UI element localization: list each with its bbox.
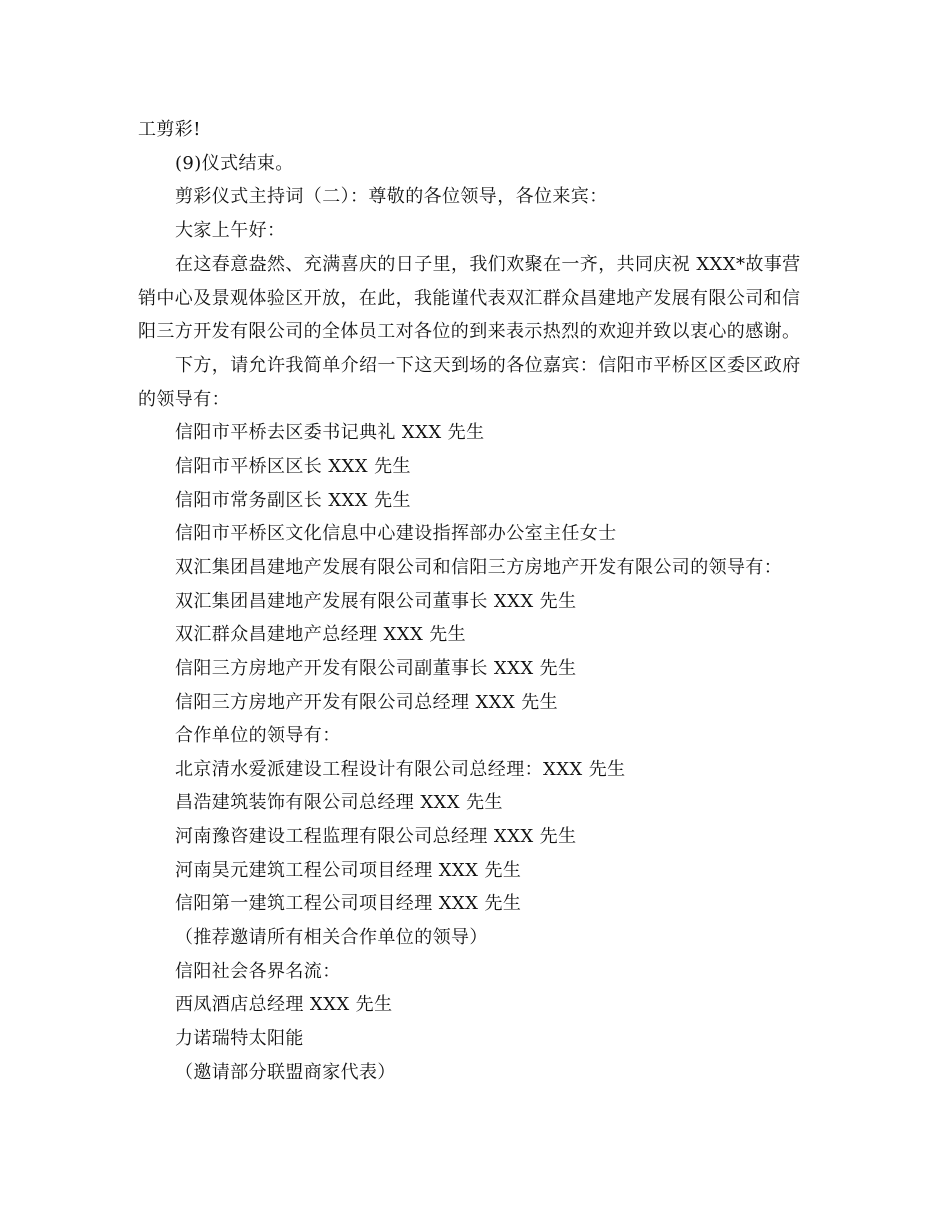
text-line: 下方，请允许我简单介绍一下这天到场的各位嘉宾：信阳市平桥区区委区政府	[175, 355, 801, 376]
text-line: 阳三方开发有限公司的全体员工对各位的到来表示热烈的欢迎并致以衷心的感谢。	[138, 321, 801, 342]
text-line: 河南昊元建筑工程公司项目经理 XXX 先生	[175, 860, 522, 881]
text-line: 信阳市平桥区区长 XXX 先生	[175, 456, 411, 477]
text-line: 昌浩建筑装饰有限公司总经理 XXX 先生	[175, 792, 503, 813]
text-line: 信阳市平桥区文化信息中心建设指挥部办公室主任女士	[175, 523, 617, 544]
text-line: 销中心及景观体验区开放，在此，我能谨代表双汇群众昌建地产发展有限公司和信	[138, 288, 801, 309]
text-line: 双汇集团昌建地产发展有限公司和信阳三方房地产开发有限公司的领导有：	[175, 557, 783, 578]
text-line: 大家上午好：	[175, 220, 286, 241]
text-line: 双汇集团昌建地产发展有限公司董事长 XXX 先生	[175, 591, 577, 612]
text-line: 河南豫咨建设工程监理有限公司总经理 XXX 先生	[175, 826, 577, 847]
text-line: (9)仪式结束。	[175, 153, 294, 174]
text-line: 合作单位的领导有：	[175, 725, 341, 746]
text-line: 信阳市常务副区长 XXX 先生	[175, 490, 411, 511]
text-line: 信阳社会各界名流：	[175, 961, 341, 982]
text-line: 信阳三方房地产开发有限公司总经理 XXX 先生	[175, 692, 559, 713]
text-line: 工剪彩!	[138, 119, 201, 140]
text-line: 信阳三方房地产开发有限公司副董事长 XXX 先生	[175, 658, 577, 679]
text-line: 剪彩仪式主持词（二）：尊敬的各位领导，各位来宾：	[175, 186, 608, 207]
text-line: 的领导有：	[138, 389, 230, 410]
text-line: 信阳市平桥去区委书记典礼 XXX 先生	[175, 422, 485, 443]
text-line: 在这春意盎然、充满喜庆的日子里，我们欢聚在一齐，共同庆祝 XXX*故事营	[175, 254, 801, 275]
text-line: 双汇群众昌建地产总经理 XXX 先生	[175, 624, 467, 645]
text-line: 北京清水爱派建设工程设计有限公司总经理：XXX 先生	[175, 759, 626, 780]
text-line: 信阳第一建筑工程公司项目经理 XXX 先生	[175, 893, 522, 914]
text-line: （邀请部分联盟商家代表）	[175, 1062, 396, 1083]
text-line: 西凤酒店总经理 XXX 先生	[175, 994, 393, 1015]
text-line: （推荐邀请所有相关合作单位的领导）	[175, 927, 488, 948]
text-line: 力诺瑞特太阳能	[175, 1028, 304, 1049]
